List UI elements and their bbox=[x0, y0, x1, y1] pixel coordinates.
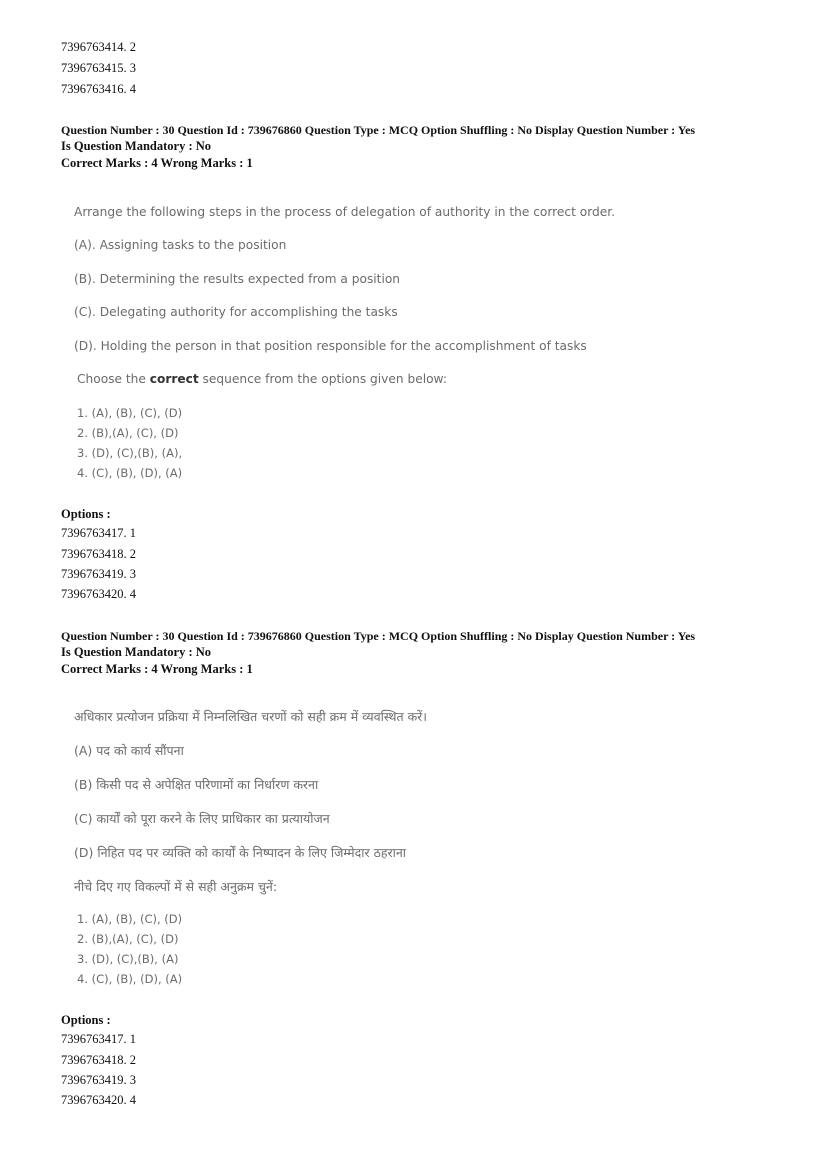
hi-option-3: 7396763419. 3 bbox=[61, 1073, 136, 1087]
hi-step-a: (A) पद को कार्य सौंपना bbox=[74, 743, 184, 758]
hi-choice-1: 1. (A), (B), (C), (D) bbox=[77, 912, 183, 926]
hi-step-b: (B) किसी पद से अपेक्षित परिणामों का निर्धारण करना bbox=[74, 777, 319, 792]
en-choose-instruction bbox=[77, 372, 447, 387]
top-option-2: 7396763414. 2 bbox=[61, 40, 136, 54]
en-choose-suffix: sequence from the options given below: bbox=[198, 372, 447, 386]
en-step-b: (B). Determining the results expected from a position bbox=[74, 272, 401, 286]
hi-option-2: 7396763418. 2 bbox=[61, 1053, 136, 1067]
en-option-2: 7396763418. 2 bbox=[61, 547, 136, 561]
top-option-4: 7396763416. 4 bbox=[61, 82, 136, 96]
top-option-3: 7396763415. 3 bbox=[61, 61, 136, 75]
hi-question-header: Question Number : 30 Question Id : 739676860 Question Type : MCQ Option Shuffling : No Display Question Number : Yes bbox=[61, 629, 696, 643]
en-options-label: Options : bbox=[61, 507, 111, 521]
hi-choice-3: 3. (D), (C),(B), (A) bbox=[77, 952, 179, 966]
en-step-d: (D). Holding the person in that position responsible for the accomplishment of tasks bbox=[74, 339, 587, 353]
en-option-3: 7396763419. 3 bbox=[61, 567, 136, 581]
en-choose-prefix: Choose the bbox=[77, 372, 150, 386]
en-question-mandatory: Is Question Mandatory : No bbox=[61, 139, 212, 153]
hi-question-stem: अधिकार प्रत्योजन प्रक्रिया में निम्नलिखित चरणों को सही क्रम में व्यवस्थित करें। bbox=[74, 709, 428, 724]
en-choose-bold: correct bbox=[149, 372, 199, 386]
en-choice-3: 3. (D), (C),(B), (A), bbox=[77, 446, 183, 460]
hi-choice-4: 4. (C), (B), (D), (A) bbox=[77, 972, 183, 986]
hi-question-marks: Correct Marks : 4 Wrong Marks : 1 bbox=[61, 662, 253, 676]
en-step-a: (A). Assigning tasks to the position bbox=[74, 238, 287, 252]
hi-options-label: Options : bbox=[61, 1013, 111, 1027]
en-option-1: 7396763417. 1 bbox=[61, 526, 136, 540]
hi-question-mandatory: Is Question Mandatory : No bbox=[61, 645, 212, 659]
hi-step-c: (C) कार्यों को पूरा करने के लिए प्राधिकार का प्रत्यायोजन bbox=[74, 811, 330, 826]
en-choice-4: 4. (C), (B), (D), (A) bbox=[77, 466, 183, 480]
hi-option-4: 7396763420. 4 bbox=[61, 1093, 136, 1107]
en-option-4: 7396763420. 4 bbox=[61, 587, 136, 601]
hi-step-d: (D) निहित पद पर व्यक्ति को कार्यों के निष्पादन के लिए जिम्मेदार ठहराना bbox=[74, 845, 407, 860]
en-choice-2: 2. (B),(A), (C), (D) bbox=[77, 426, 179, 440]
en-step-c: (C). Delegating authority for accomplishing the tasks bbox=[74, 305, 398, 319]
en-choice-1: 1. (A), (B), (C), (D) bbox=[77, 406, 183, 420]
hi-option-1: 7396763417. 1 bbox=[61, 1032, 136, 1046]
en-question-stem: Arrange the following steps in the process of delegation of authority in the correct order. bbox=[74, 205, 615, 219]
hi-choice-2: 2. (B),(A), (C), (D) bbox=[77, 932, 179, 946]
en-question-header: Question Number : 30 Question Id : 739676860 Question Type : MCQ Option Shuffling : No Display Question Number : Yes bbox=[61, 123, 696, 137]
hi-choose-instruction: नीचे दिए गए विकल्पों में से सही अनुक्रम चुनें: bbox=[74, 879, 278, 894]
en-question-marks: Correct Marks : 4 Wrong Marks : 1 bbox=[61, 156, 253, 170]
